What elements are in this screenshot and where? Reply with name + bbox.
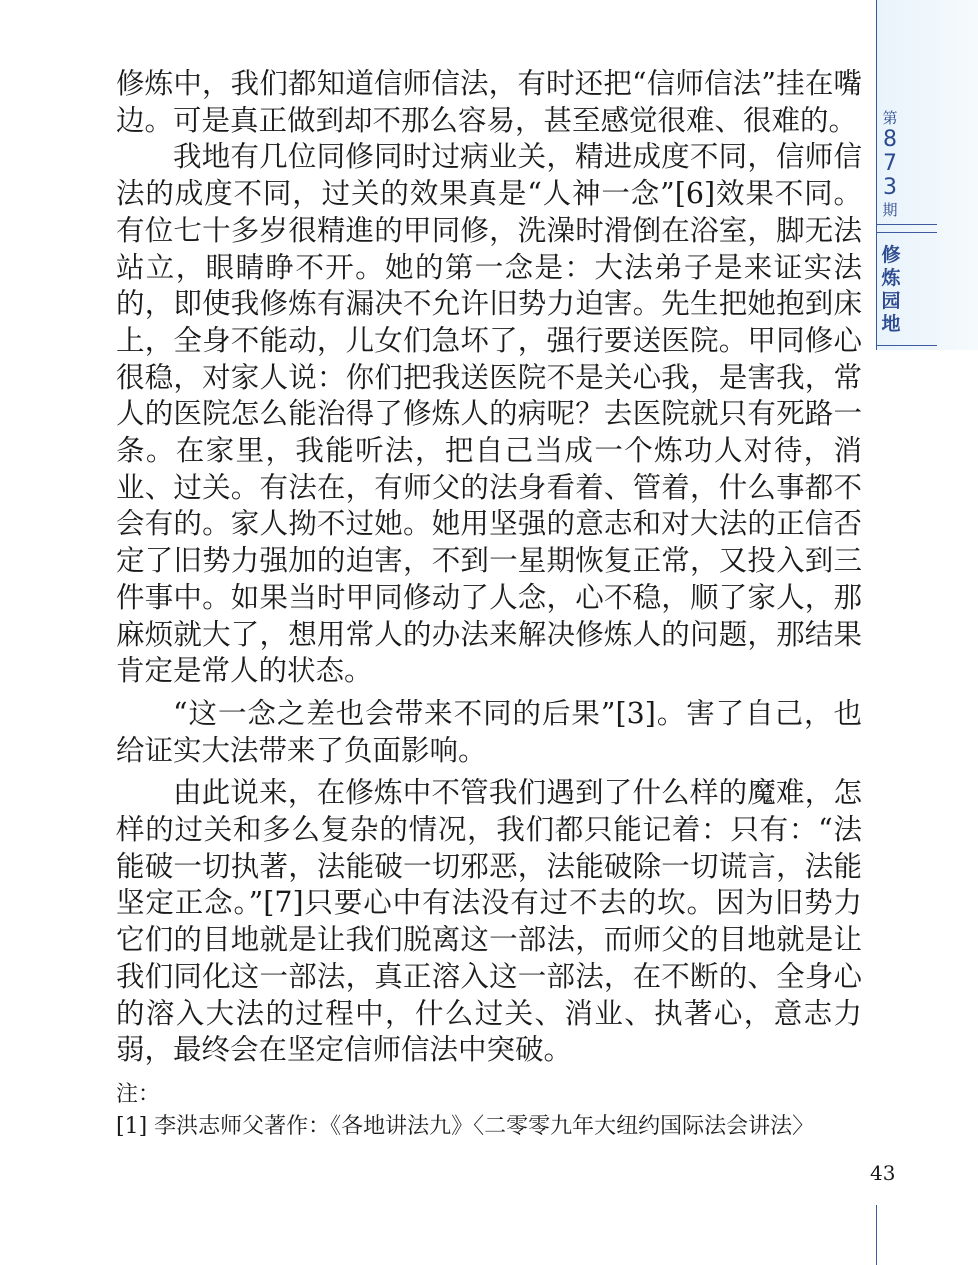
column-char: 炼 bbox=[881, 267, 901, 289]
paragraph: “这一念之差也会带来不同的后果”[3]。害了自己，也给证实大法带来了负面影响。 bbox=[116, 696, 862, 767]
sidebar-rule-2 bbox=[877, 232, 937, 233]
sidebar-divider-bottom bbox=[876, 1205, 877, 1265]
sidebar-rule-1 bbox=[877, 224, 937, 225]
sidebar-rule-3 bbox=[877, 345, 937, 346]
paragraph: 修炼中，我们都知道信师信法，有时还把“信师信法”挂在嘴边。可是真正做到却不那么容易，甚至感觉很难、很难的。 bbox=[116, 67, 862, 137]
issue-suffix: 期 bbox=[882, 201, 898, 219]
issue-digit: 3 bbox=[883, 175, 897, 200]
footnote-item: [1] 李洪志师父著作：《各地讲法九》〈二零零九年大纽约国际法会讲法〉 bbox=[116, 1114, 815, 1139]
column-title bbox=[880, 244, 902, 336]
column-char: 园 bbox=[881, 290, 901, 312]
paragraph: 我地有几位同修同时过病业关，精进成度不同，信师信法的成度不同，过关的效果真是“人神一念”[6]效果不同。有位七十多岁很精進的甲同修，洗澡时滑倒在浴室，脚无法站立，眼睛睁不开。她的第一念是：大法弟子是来证实法的，即使我修炼有漏决不允许旧势力迫害。先生把她抱到床上，全身不能动，儿女们急坏了，强行要送医院。甲同修心很稳，对家人说：你们把我送医院不是关心我，是害我，常人的医院怎么能治得了修炼人的病呢？去医院就只有死路一条。在家里，我能听法，把自己当成一个炼功人对待，消业、过关。有法在，有师父的法身看着、管着，什么事都不会有的。家人拗不过她。她用坚强的意志和对大法的正信否定了旧势力强加的迫害，不到一星期恢复正常，又投入到三件事中。如果当时甲同修动了人念，心不稳，顺了家人，那麻烦就大了，想用常人的办法来解决修炼人的问题，那结果肯定是常人的状态。 bbox=[116, 140, 862, 688]
page-number: 43 bbox=[870, 1161, 896, 1185]
sidebar-divider-top bbox=[876, 0, 877, 350]
column-char: 地 bbox=[881, 313, 901, 335]
issue-digit: 8 bbox=[883, 127, 897, 152]
footnotes bbox=[116, 1082, 862, 1140]
column-char: 修 bbox=[881, 244, 901, 266]
article-body bbox=[116, 66, 862, 1069]
issue-number bbox=[880, 108, 900, 220]
issue-prefix: 第 bbox=[882, 109, 898, 127]
notes-label: 注： bbox=[116, 1082, 161, 1107]
issue-digit: 7 bbox=[883, 151, 897, 176]
paragraph: 由此说来，在修炼中不管我们遇到了什么样的魔难，怎样的过关和多么复杂的情况，我们都只能记着：只有：“法能破一切执著，法能破一切邪恶，法能破除一切谎言，法能坚定正念。”[7]只要心中有法没有过不去的坎。因为旧势力它们的目地就是让我们脱离这一部法，而师父的目地就是让我们同化这一部法，真正溶入这一部法，在不断的、全身心的溶入大法的过程中，什么过关、消业、执著心，意志力弱，最终会在坚定信师信法中突破。 bbox=[116, 776, 862, 1067]
